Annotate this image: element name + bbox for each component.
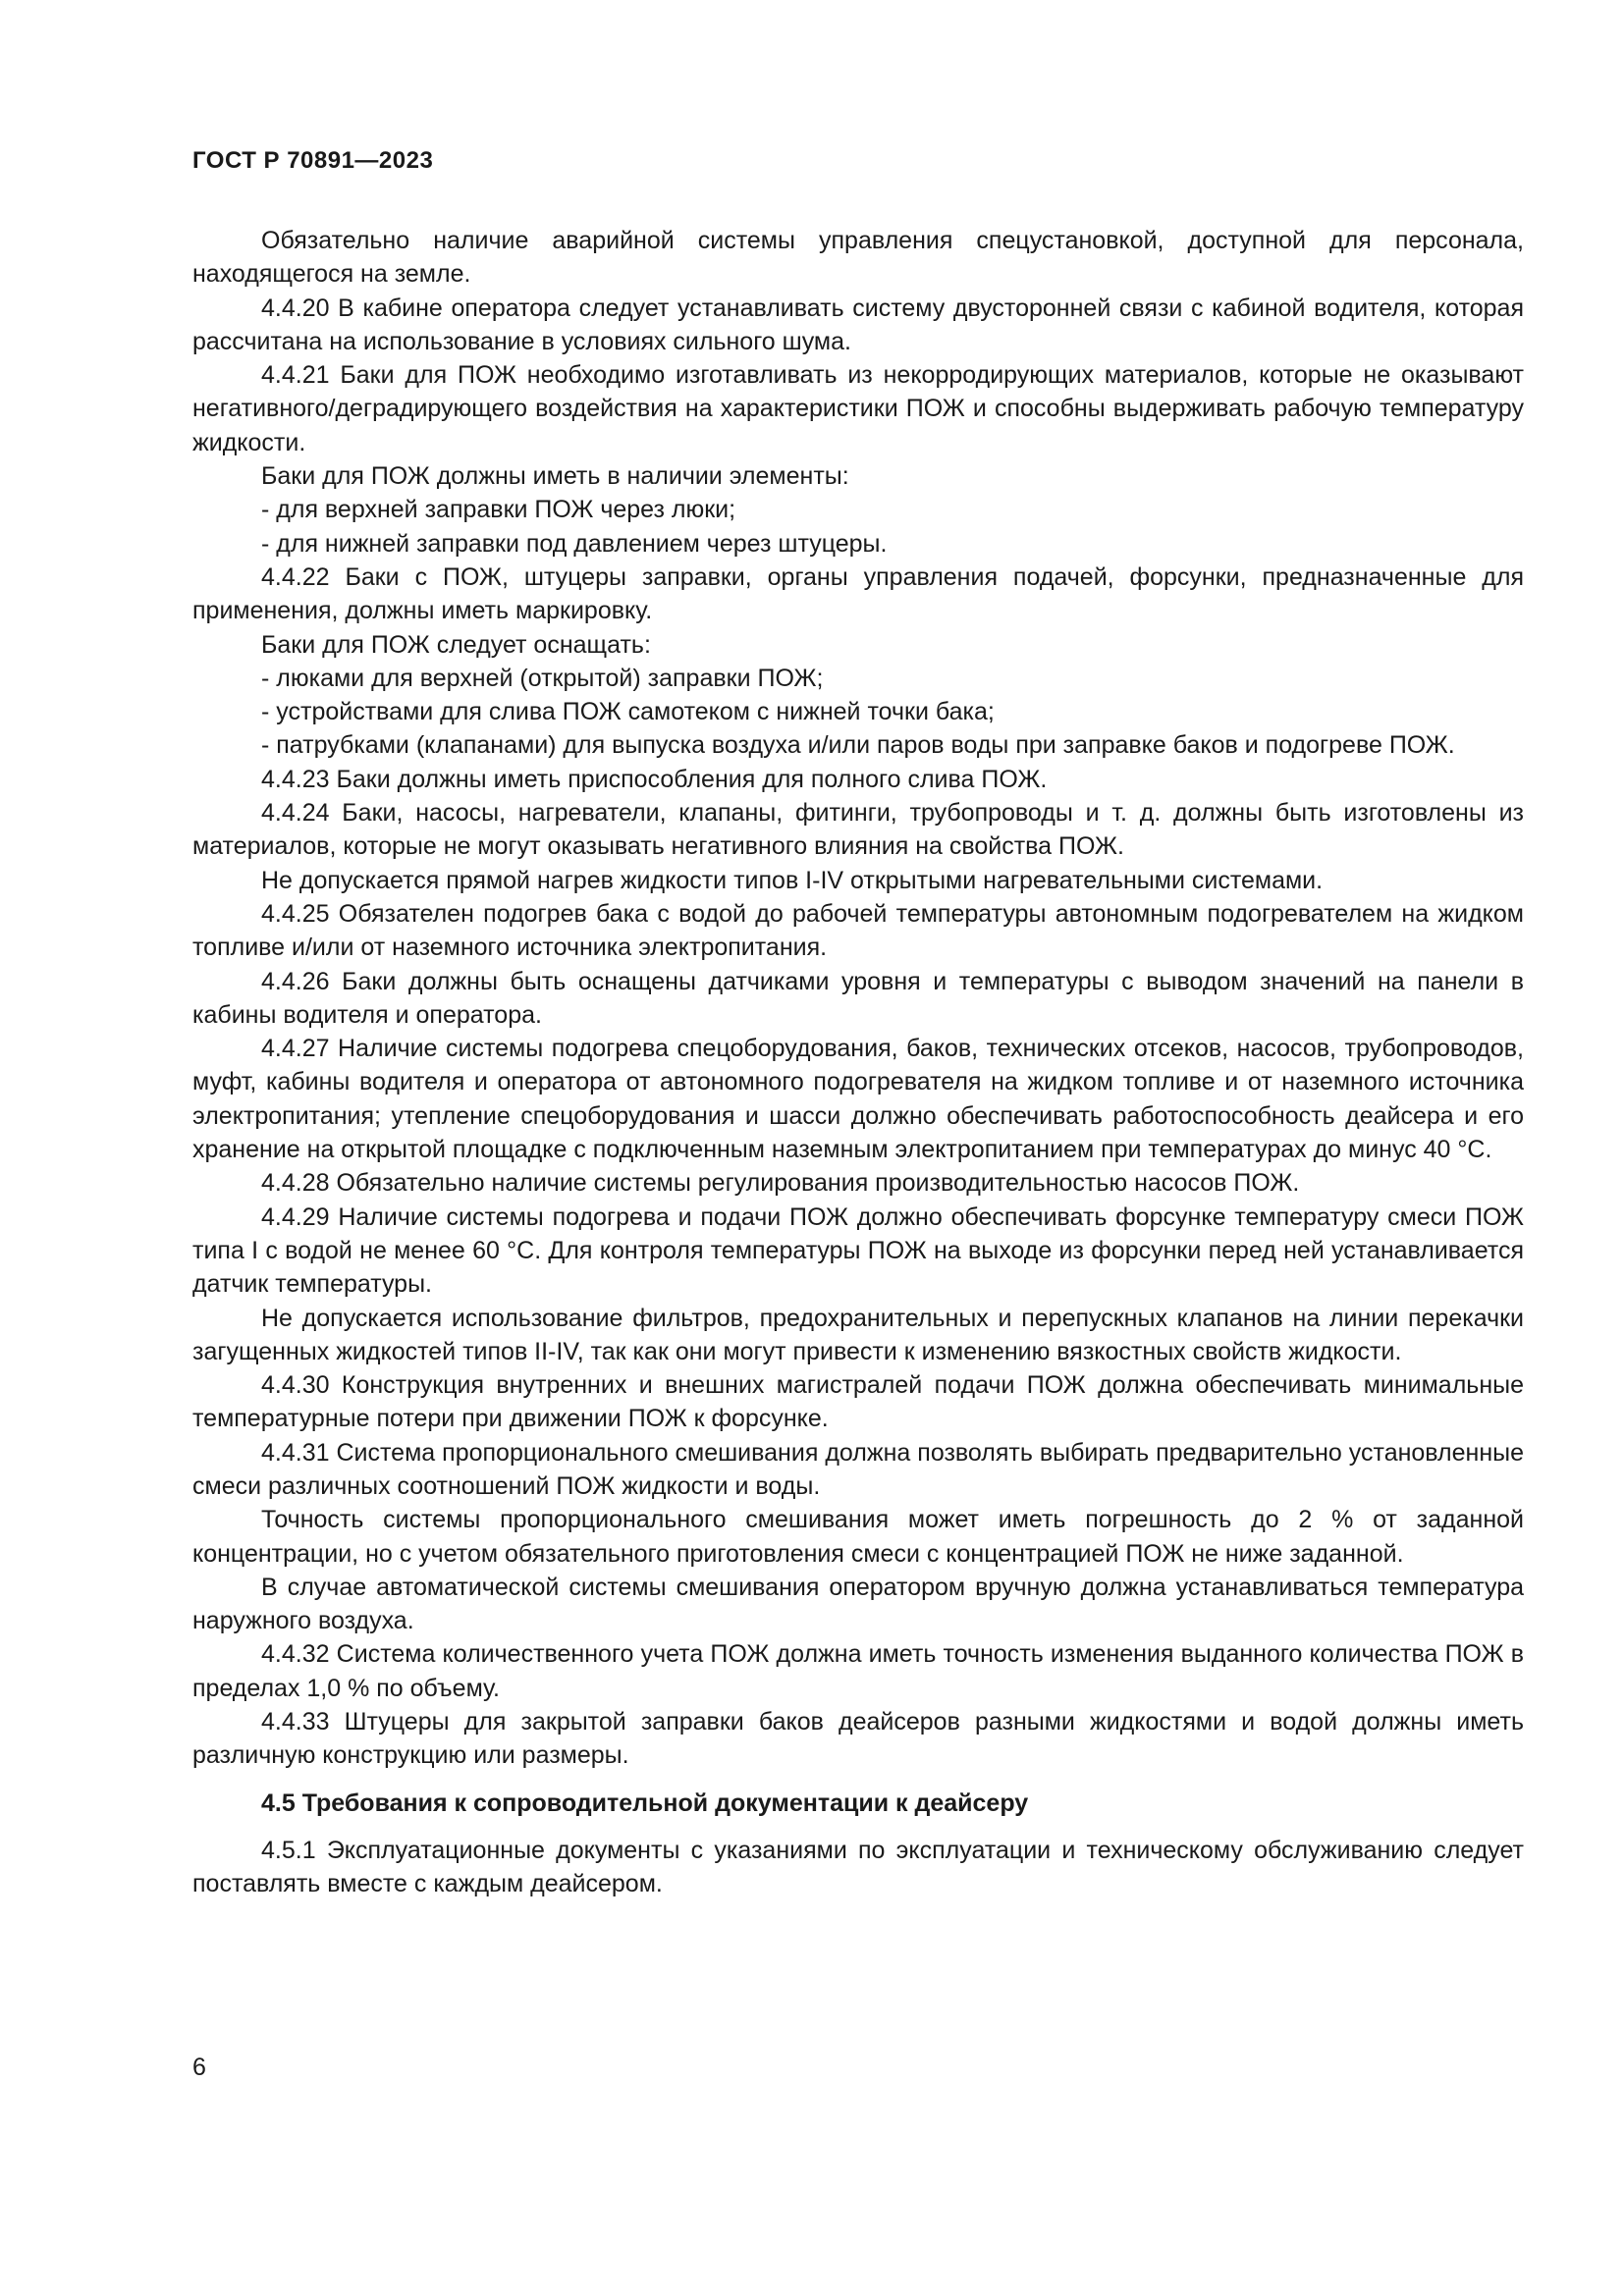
paragraph: 4.4.23 Баки должны иметь приспособления для полного слива ПОЖ. <box>261 765 1048 793</box>
paragraph: 4.4.20 В кабине оператора следует устанавливать систему двусторонней связи с кабиной водителя, которая рассчитана на использование в условиях сильного шума. <box>192 294 1524 355</box>
paragraph: В случае автоматической системы смешивания оператором вручную должна устанавливаться температура наружного воздуха. <box>192 1573 1524 1635</box>
list-item: - люками для верхней (открытой) заправки ПОЖ; <box>261 664 824 692</box>
paragraph: 4.4.21 Баки для ПОЖ необходимо изготавливать из некорродирующих материалов, которые не оказывают негативного/деградирующего воздействия на характеристики ПОЖ и способны выдерживать рабочую температуру жидкости. <box>192 361 1524 456</box>
paragraph: Баки для ПОЖ должны иметь в наличии элементы: <box>261 462 849 491</box>
paragraph: 4.4.25 Обязателен подогрев бака с водой до рабочей температуры автономным подогревателем на жидком топливе и/или от наземного источника электропитания. <box>192 899 1524 962</box>
list-item: - для нижней заправки под давлением через штуцеры. <box>261 529 888 558</box>
paragraph: 4.5.1 Эксплуатационные документы с указаниями по эксплуатации и техническому обслуживанию следует поставлять вместе с каждым деайсером. <box>192 1836 1524 1898</box>
paragraph: Не допускается использование фильтров, предохранительных и перепускных клапанов на линии перекачки загущенных жидкостей типов II-IV, так как они могут привести к изменению вязкостных свойств жидкости. <box>192 1304 1524 1365</box>
page-number: 6 <box>192 2054 206 2081</box>
paragraph: 4.4.24 Баки, насосы, нагреватели, клапаны, фитинги, трубопроводы и т. д. должны быть изготовлены из материалов, которые не могут оказывать негативного влияния на свойства ПОЖ. <box>192 799 1524 861</box>
paragraph: 4.4.27 Наличие системы подогрева спецоборудования, баков, технических отсеков, насосов, трубопроводов, муфт, кабины водителя и оператора от автономного подогревателя на жидком топливе и от наземного источника электропитания; утепление спецоборудования и шасси должно обеспечивать работоспособность деайсера и его хранение на открытой площадке с подключенным наземным электропитанием при температурах до минус 40 °С. <box>192 1035 1524 1164</box>
paragraph: 4.4.31 Система пропорционального смешивания должна позволять выбирать предварительно установленные смеси различных соотношений ПОЖ жидкости и воды. <box>192 1438 1524 1500</box>
paragraph: Баки для ПОЖ следует оснащать: <box>261 630 651 659</box>
paragraph: Не допускается прямой нагрев жидкости типов I-IV открытыми нагревательными системами. <box>261 866 1324 894</box>
paragraph: 4.4.30 Конструкция внутренних и внешних магистралей подачи ПОЖ должна обеспечивать минимальные температурные потери при движении ПОЖ к форсунке. <box>192 1371 1524 1433</box>
paragraph: 4.4.28 Обязательно наличие системы регулирования производительностью насосов ПОЖ. <box>261 1169 1300 1198</box>
paragraph: 4.4.32 Система количественного учета ПОЖ должна иметь точность изменения выданного количества ПОЖ в пределах 1,0 % по объему. <box>192 1640 1524 1702</box>
paragraph: Обязательно наличие аварийной системы управления спецустановкой, доступной для персонала, находящегося на земле. <box>192 227 1524 289</box>
paragraph: Точность системы пропорционального смешивания может иметь погрешность до 2 % от заданной концентрации, но с учетом обязательного приготовления смеси с концентрацией ПОЖ не ниже заданной. <box>192 1506 1524 1568</box>
document-header: ГОСТ Р 70891—2023 <box>192 147 434 174</box>
list-item: - для верхней заправки ПОЖ через люки; <box>261 496 736 524</box>
list-item: - устройствами для слива ПОЖ самотеком с нижней точки бака; <box>261 698 995 726</box>
section-heading: 4.5 Требования к сопроводительной документации к деайсеру <box>261 1789 1029 1817</box>
paragraph: 4.4.22 Баки с ПОЖ, штуцеры заправки, органы управления подачей, форсунки, предназначенные для применения, должны иметь маркировку. <box>192 562 1524 625</box>
paragraph: 4.4.26 Баки должны быть оснащены датчиками уровня и температуры с выводом значений на панели в кабины водителя и оператора. <box>192 967 1524 1029</box>
document-body <box>192 224 1524 1901</box>
paragraph: 4.4.33 Штуцеры для закрытой заправки баков деайсеров разными жидкостями и водой должны иметь различную конструкцию или размеры. <box>192 1708 1524 1770</box>
paragraph: 4.4.29 Наличие системы подогрева и подачи ПОЖ должно обеспечивать форсунке температуру смеси ПОЖ типа I с водой не менее 60 °С. Для контроля температуры ПОЖ на выходе из форсунки перед ней устанавливается датчик температуры. <box>192 1202 1524 1299</box>
list-item: - патрубками (клапанами) для выпуска воздуха и/или паров воды при заправке баков и подогреве ПОЖ. <box>261 731 1455 760</box>
